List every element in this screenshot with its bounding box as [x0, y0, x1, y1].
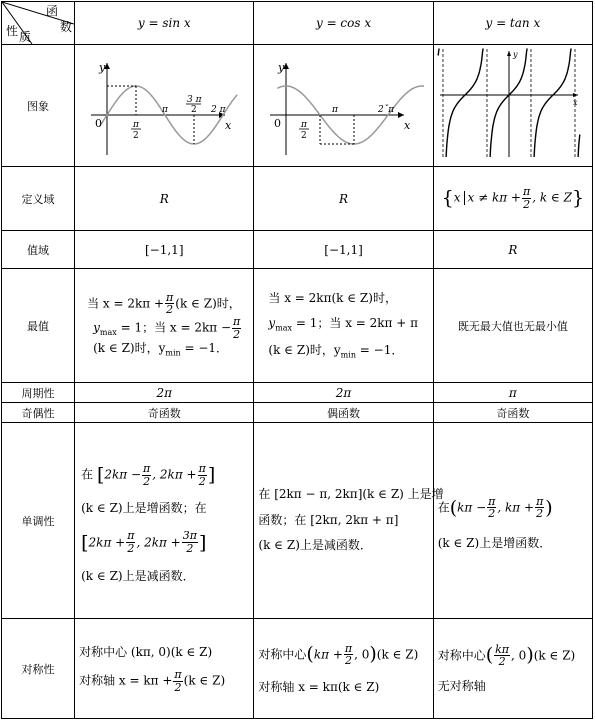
- period-row: [2, 383, 593, 403]
- extrema-cos-l3b: = −1．: [355, 343, 404, 358]
- extrema-sin-l2b: = 1；当 x = 2kπ −: [116, 320, 232, 335]
- mono-cos-line3: (k ∈ Z)上是减函数．: [258, 538, 372, 553]
- monotonic-row: [2, 423, 593, 619]
- header-cos: y = cos x: [254, 2, 433, 45]
- extrema-sin-frac1-num: π: [166, 290, 174, 304]
- period-cos: 2π: [254, 383, 433, 403]
- cos-graph-cell: [254, 45, 433, 167]
- mono-sin-line3: [81, 524, 249, 562]
- mono-tan-line2: (k ∈ Z)上是增函数．: [437, 535, 552, 550]
- extrema-cos-l2-sub: max: [275, 323, 293, 333]
- range-tan: R: [433, 231, 592, 269]
- row-label-parity: 奇偶性: [2, 403, 75, 423]
- period-sin: 2π: [75, 383, 254, 403]
- sym-cos-l1-b: kπ +: [313, 647, 343, 662]
- sym-sin-frac-num: π: [174, 668, 182, 682]
- cos-graph: [254, 45, 424, 163]
- sym-cos-lp: (: [306, 643, 314, 666]
- extrema-sin-l3-sub: min: [165, 348, 181, 358]
- cos-origin-label: 0: [274, 117, 282, 130]
- tan-branch: [534, 49, 571, 157]
- extrema-sin-l2-sub: max: [99, 327, 117, 337]
- corner-top-label: 函: [46, 4, 59, 18]
- mono-tan-l1-b: , kπ +: [497, 500, 535, 515]
- range-sin: [−1,1]: [75, 231, 254, 269]
- sym-sin-l2-a: 对称轴 x = kπ +: [79, 673, 173, 688]
- parity-cos: 偶函数: [254, 403, 433, 423]
- domain-tan-suffix: , k ∈ Z: [532, 191, 572, 205]
- corner-right-label: 数: [60, 20, 73, 34]
- mono-sin-frac3-den: 2: [127, 542, 135, 555]
- mono-sin-frac1-den: 2: [143, 474, 151, 488]
- mono-sin-rb1: ]: [207, 464, 216, 487]
- mono-sin-l1-a: 2kπ −: [104, 467, 142, 482]
- cos-pi2-num: π: [301, 120, 308, 130]
- extrema-sin-line3: [87, 340, 249, 359]
- sin-graph: [75, 45, 245, 163]
- extrema-sin-frac1: [165, 292, 174, 316]
- sin-origin-label: 0: [95, 117, 103, 130]
- cos-pi2-den: 2: [301, 131, 308, 141]
- domain-sin: R: [75, 167, 254, 231]
- sin-graph-cell: [75, 45, 254, 167]
- sym-tan-lp: (: [485, 644, 494, 667]
- sym-tan-frac-den: 2: [498, 655, 506, 669]
- sym-cos-rp: ): [369, 643, 377, 666]
- sym-tan-frac-num: kπ: [495, 642, 510, 656]
- sym-tan-frac: [494, 644, 510, 668]
- cos-pi-label: π: [332, 105, 339, 115]
- sym-tan-rp: ): [526, 644, 534, 667]
- sym-sin-l2-b: (k ∈ Z): [183, 673, 226, 688]
- row-label-domain: 定义域: [2, 167, 75, 231]
- monotonic-sin: [75, 423, 254, 619]
- mono-sin-l3-b: , 2kπ +: [136, 535, 181, 549]
- sym-tan-l1-c: (k ∈ Z): [533, 648, 576, 663]
- mono-tan-frac2-den: 2: [536, 507, 544, 521]
- tan-graph-cell: [433, 45, 592, 167]
- mono-cos-line1: 在 [2kπ − π, 2kπ](k ∈ Z) 上是增: [258, 487, 444, 502]
- tan-y-label: y: [512, 50, 518, 59]
- trig-properties-table: [1, 1, 593, 719]
- extrema-sin-frac1-den: 2: [166, 303, 174, 317]
- header-row: [2, 2, 593, 45]
- extrema-sin-line1: [87, 292, 249, 316]
- sym-sin-frac: [173, 669, 182, 693]
- mono-sin-frac1: [142, 463, 151, 487]
- mono-sin-frac3-num: π: [127, 529, 135, 543]
- domain-tan-var: x: [453, 191, 461, 205]
- extrema-sin-frac2-den: 2: [233, 327, 241, 341]
- corner-left-label: 性: [6, 24, 19, 38]
- domain-row: [2, 167, 593, 231]
- mono-tan-frac2-num: π: [536, 494, 544, 508]
- mono-sin-lb1: [: [96, 464, 105, 487]
- corner-bottom-label: 质: [19, 30, 32, 44]
- mono-sin-frac2-den: 2: [198, 474, 206, 488]
- domain-tan-frac-den: 2: [523, 198, 531, 211]
- extrema-sin-l2a: y: [93, 320, 100, 335]
- mono-sin-frac2: [198, 463, 207, 487]
- cos-2pi-label: 2ˇπ: [378, 105, 395, 115]
- mono-tan-rp: ): [545, 496, 553, 519]
- domain-tan: [433, 167, 592, 231]
- domain-tan-frac: [522, 186, 531, 210]
- extrema-row: [2, 269, 593, 383]
- mono-tan-frac2: [535, 496, 544, 520]
- tan-graph: [434, 45, 584, 163]
- mono-sin-frac4: [182, 530, 198, 554]
- extrema-cos-l2b: = 1；当 x = 2kπ + π: [292, 316, 419, 331]
- row-label-graph: 图象: [2, 45, 75, 167]
- extrema-cos-l2a: y: [268, 316, 276, 331]
- mono-sin-frac2-num: π: [198, 462, 206, 476]
- sym-sin-frac-den: 2: [174, 680, 182, 694]
- mono-sin-l3-a: 2kπ +: [88, 535, 126, 549]
- cos-y-label: y: [278, 61, 285, 74]
- extrema-cos-line3: [268, 342, 428, 361]
- mono-tan-l1-a: kπ −: [457, 500, 487, 515]
- mono-sin-line4: (k ∈ Z)上是减函数．: [81, 568, 195, 583]
- period-tan: π: [433, 383, 592, 403]
- mono-sin-line2: (k ∈ Z)上是增函数；在: [81, 501, 207, 516]
- cos-x-label: x: [404, 119, 411, 132]
- sym-cos-line1: [258, 641, 428, 669]
- mono-tan-l1-pre: 在: [437, 500, 450, 515]
- sym-tan-l1-a: 对称中心: [437, 648, 486, 663]
- sym-cos-frac: [344, 643, 353, 667]
- row-label-period: 周期性: [2, 383, 75, 403]
- extrema-cos-l3-sub: min: [340, 350, 356, 360]
- sym-tan-line1: [438, 642, 588, 670]
- row-label-monotonic: 单调性: [2, 423, 75, 619]
- parity-tan: 奇函数: [433, 403, 592, 423]
- sym-sin-line2: [79, 669, 249, 693]
- tan-branch: [578, 135, 580, 158]
- extrema-sin-line2: [87, 316, 249, 340]
- brace-left: {: [441, 187, 454, 210]
- mono-sin-line1: [81, 456, 249, 494]
- sym-cos-line2: 对称轴 x = kπ(k ∈ Z): [258, 679, 380, 694]
- range-cos: [−1,1]: [254, 231, 433, 269]
- sym-sin-line1: 对称中心 (kπ, 0)(k ∈ Z): [79, 644, 213, 659]
- sym-cos-l1-c: , 0: [354, 647, 370, 662]
- mono-tan-frac1-den: 2: [488, 507, 496, 521]
- sin-y-label: y: [99, 61, 106, 74]
- sym-tan-line2: 无对称轴: [437, 678, 486, 693]
- extrema-tan: 既无最大值也无最小值: [433, 269, 592, 383]
- domain-tan-cond: x ≠ kπ +: [467, 191, 521, 205]
- corner-cell: [2, 2, 75, 45]
- symmetry-sin: [75, 619, 254, 719]
- domain-tan-bar: [464, 191, 465, 205]
- row-label-extrema: 最值: [2, 269, 75, 383]
- graph-row: [2, 45, 593, 167]
- mono-sin-frac3: [126, 530, 135, 554]
- parity-sin: 奇函数: [75, 403, 254, 423]
- sin-3pi-den: 2: [191, 105, 197, 115]
- mono-sin-l1-b: , 2kπ +: [152, 467, 197, 482]
- symmetry-tan: [433, 619, 592, 719]
- extrema-sin: [75, 269, 254, 383]
- sin-2pi-label: 2 π: [211, 105, 226, 115]
- mono-cos-line2: 函数；在 [2kπ, 2kπ + π]: [258, 512, 399, 527]
- mono-sin-l1-pre: 在: [81, 467, 94, 482]
- sin-x-label: x: [225, 119, 232, 132]
- mono-tan-line1: [438, 489, 588, 527]
- row-label-range: 值域: [2, 231, 75, 269]
- mono-sin-frac4-num: 3π: [182, 529, 197, 543]
- mono-sin-frac4-den: 2: [186, 542, 194, 555]
- parity-row: [2, 403, 593, 423]
- sym-cos-l1-a: 对称中心: [258, 647, 307, 662]
- monotonic-tan: [433, 423, 592, 619]
- sin-pi-label: π: [162, 105, 169, 115]
- tan-x-label: x: [572, 98, 578, 107]
- tan-branch: [438, 49, 439, 56]
- symmetry-row: [2, 619, 593, 719]
- mono-tan-frac1: [487, 496, 496, 520]
- sym-cos-frac-den: 2: [344, 654, 352, 668]
- extrema-cos: [254, 269, 433, 383]
- header-tan: y = tan x: [433, 2, 592, 45]
- extrema-sin-frac2-num: π: [233, 315, 241, 328]
- extrema-sin-l3b: = −1．: [180, 341, 229, 356]
- row-label-symmetry: 对称性: [2, 619, 75, 719]
- sin-pi2-num: π: [133, 120, 140, 130]
- domain-cos: R: [254, 167, 433, 231]
- sym-cos-frac-num: π: [344, 641, 353, 655]
- mono-tan-frac1-num: π: [488, 494, 496, 508]
- extrema-sin-l1b: (k ∈ Z)时，: [175, 296, 241, 311]
- brace-right: }: [571, 187, 585, 210]
- header-sin: y = sin x: [75, 2, 254, 45]
- mono-sin-frac1-num: π: [143, 462, 151, 476]
- sin-pi2-den: 2: [133, 131, 139, 141]
- monotonic-cos: [254, 423, 444, 619]
- extrema-sin-l3a: (k ∈ Z)时，y: [93, 341, 166, 356]
- extrema-cos-l3a: (k ∈ Z)时，y: [268, 343, 341, 358]
- mono-sin-lb2: [: [81, 531, 89, 554]
- mono-tan-lp: (: [449, 496, 458, 519]
- symmetry-cos: [254, 619, 433, 719]
- extrema-cos-line2: [268, 315, 428, 334]
- sym-tan-l1-b: , 0: [511, 648, 527, 663]
- domain-tan-frac-num: π: [522, 185, 531, 199]
- extrema-cos-line1: 当 x = 2kπ(k ∈ Z)时，: [268, 290, 397, 305]
- range-row: [2, 231, 593, 269]
- sin-3pi-num: 3 π: [187, 95, 202, 105]
- mono-sin-rb2: ]: [198, 531, 207, 554]
- tan-branch: [446, 49, 483, 157]
- extrema-sin-frac2: [232, 316, 241, 340]
- sym-cos-l1-d: (k ∈ Z): [376, 647, 419, 662]
- extrema-sin-l1a: 当 x = 2kπ +: [87, 296, 165, 311]
